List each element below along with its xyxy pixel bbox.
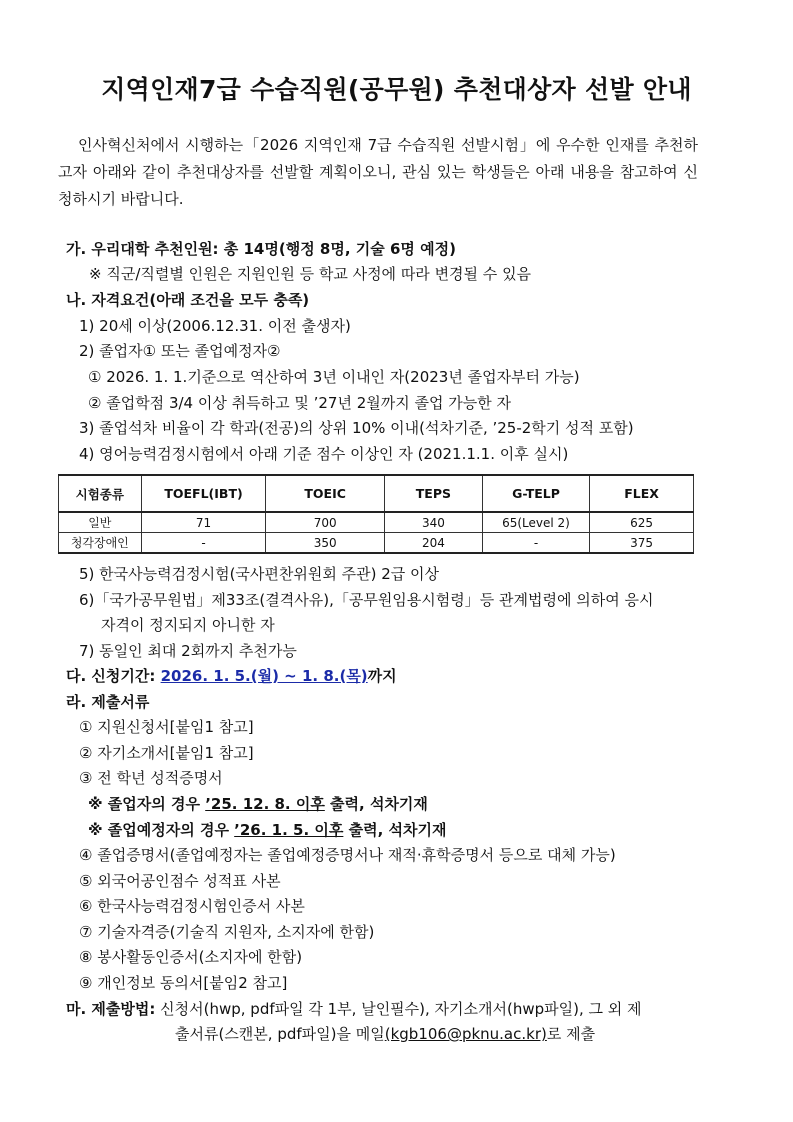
submission-method <box>66 999 642 1019</box>
qualification-item-5: 5) 한국사능력검정시험(국사편찬위원회 주관) 2급 이상 <box>79 565 440 583</box>
qualification-item-1: 1) 20세 이상(2006.12.31. 이전 출생자) <box>79 317 351 335</box>
qualification-heading: 나. 자격요건(아래 조건을 모두 충족) <box>66 291 310 309</box>
submission-text: 출서류(스캔본, pdf파일)을 메일 <box>175 1025 385 1043</box>
document-item-8: ⑧ 봉사활동인증서(소지자에 한함) <box>79 948 303 966</box>
application-period-dates: 2026. 1. 5.(월) ~ 1. 8.(목) <box>160 667 368 685</box>
note-text: ※ 졸업자의 경우 <box>88 795 206 813</box>
submission-method-label: 마. 제출방법: <box>66 1000 156 1018</box>
document-item-7: ⑦ 기술자격증(기술직 지원자, 소지자에 한함) <box>79 923 375 941</box>
table-header-cell: TOEFL(IBT) <box>141 475 266 512</box>
table-cell: 700 <box>266 512 384 533</box>
table-row <box>59 533 694 554</box>
document-item-9: ⑨ 개인정보 동의서[붙임2 참고] <box>79 974 288 992</box>
recommend-count-note: ※ 직군/직렬별 인원은 지원인원 등 학교 사정에 따라 변경될 수 있음 <box>89 265 532 283</box>
qualification-item-2-sub-1: ① 2026. 1. 1.기준으로 역산하여 3년 이내인 자(2023년 졸업자부터 가능) <box>88 368 580 386</box>
qualification-item-6: 6)「국가공무원법」제33조(결격사유),「공무원임용시험령」등 관계법령에 의하여 응시 <box>79 591 654 609</box>
table-cell: 71 <box>141 512 266 533</box>
email-link[interactable]: (kgb106@pknu.ac.kr) <box>384 1025 547 1043</box>
table-header-cell: TEPS <box>384 475 482 512</box>
application-period-suffix: 까지 <box>367 667 397 685</box>
table-cell: 65(Level 2) <box>482 512 589 533</box>
document-item-2: ② 자기소개서[붙임1 참고] <box>79 744 254 762</box>
table-cell: - <box>141 533 266 554</box>
qualification-item-2-sub-2: ② 졸업학점 3/4 이상 취득하고 및 ’27년 2월까지 졸업 가능한 자 <box>88 394 511 412</box>
table-cell: 청각장애인 <box>59 533 142 554</box>
document-item-4: ④ 졸업증명서(졸업예정자는 졸업예정증명서나 재적·휴학증명서 등으로 대체 가능) <box>79 846 616 864</box>
recommend-count-heading: 가. 우리대학 추천인원: 총 14명(행정 8명, 기술 6명 예정) <box>66 240 456 258</box>
intro-paragraph: 인사혁신처에서 시행하는「2026 지역인재 7급 수습직원 선발시험」에 우수한 인재를 추천하고자 아래와 같이 추천대상자를 선발할 계획이오니, 관심 있는 학생들은 아래 내용을 참고하여 신청하시기 바랍니다. <box>58 136 698 208</box>
submission-text: 로 제출 <box>546 1025 596 1043</box>
qualification-item-3: 3) 졸업석차 비율이 각 학과(전공)의 상위 10% 이내(석차기준, ’25-2학기 성적 포함) <box>79 419 634 437</box>
table-header-cell: TOEIC <box>266 475 384 512</box>
english-score-table <box>58 474 694 554</box>
note-text: 출력, 석차기재 <box>324 795 428 813</box>
table-cell: 일반 <box>59 512 142 533</box>
qualification-item-4: 4) 영어능력검정시험에서 아래 기준 점수 이상인 자 (2021.1.1. 이후 실시) <box>79 445 569 463</box>
table-header-row <box>59 475 694 512</box>
note-date: ’25. 12. 8. 이후 <box>205 795 325 813</box>
table-cell: 350 <box>266 533 384 554</box>
document-item-5: ⑤ 외국어공인점수 성적표 사본 <box>79 872 281 890</box>
qualification-item-2: 2) 졸업자① 또는 졸업예정자② <box>79 342 281 360</box>
table-cell: 340 <box>384 512 482 533</box>
table-header-cell: G-TELP <box>482 475 589 512</box>
page-title: 지역인재7급 수습직원(공무원) 추천대상자 선발 안내 <box>101 75 692 104</box>
submission-method-text: 신청서(hwp, pdf파일 각 1부, 날인필수), 자기소개서(hwp파일), 그 외 제 <box>155 1000 642 1018</box>
note-text: ※ 졸업예정자의 경우 <box>88 821 235 839</box>
table-cell: 204 <box>384 533 482 554</box>
transcript-note-expected <box>88 820 446 840</box>
submission-method-cont <box>175 1024 595 1044</box>
table-header-cell: 시험종류 <box>59 475 142 512</box>
note-date: ’26. 1. 5. 이후 <box>234 821 344 839</box>
application-period-label: 다. 신청기간: <box>66 667 161 685</box>
qualification-item-7: 7) 동일인 최대 2회까지 추천가능 <box>79 642 297 660</box>
table-header-cell: FLEX <box>590 475 694 512</box>
document-item-3: ③ 전 학년 성적증명서 <box>79 769 223 787</box>
documents-heading: 라. 제출서류 <box>66 693 150 711</box>
document-item-6: ⑥ 한국사능력검정시험인증서 사본 <box>79 897 305 915</box>
note-text: 출력, 석차기재 <box>343 821 447 839</box>
table-row <box>59 512 694 533</box>
document-item-1: ① 지원신청서[붙임1 참고] <box>79 718 254 736</box>
table-cell: 625 <box>590 512 694 533</box>
transcript-note-graduate <box>88 794 428 814</box>
table-cell: 375 <box>590 533 694 554</box>
application-period <box>66 666 397 686</box>
table-cell: - <box>482 533 589 554</box>
qualification-item-6-cont: 자격이 정지되지 아니한 자 <box>101 616 275 634</box>
